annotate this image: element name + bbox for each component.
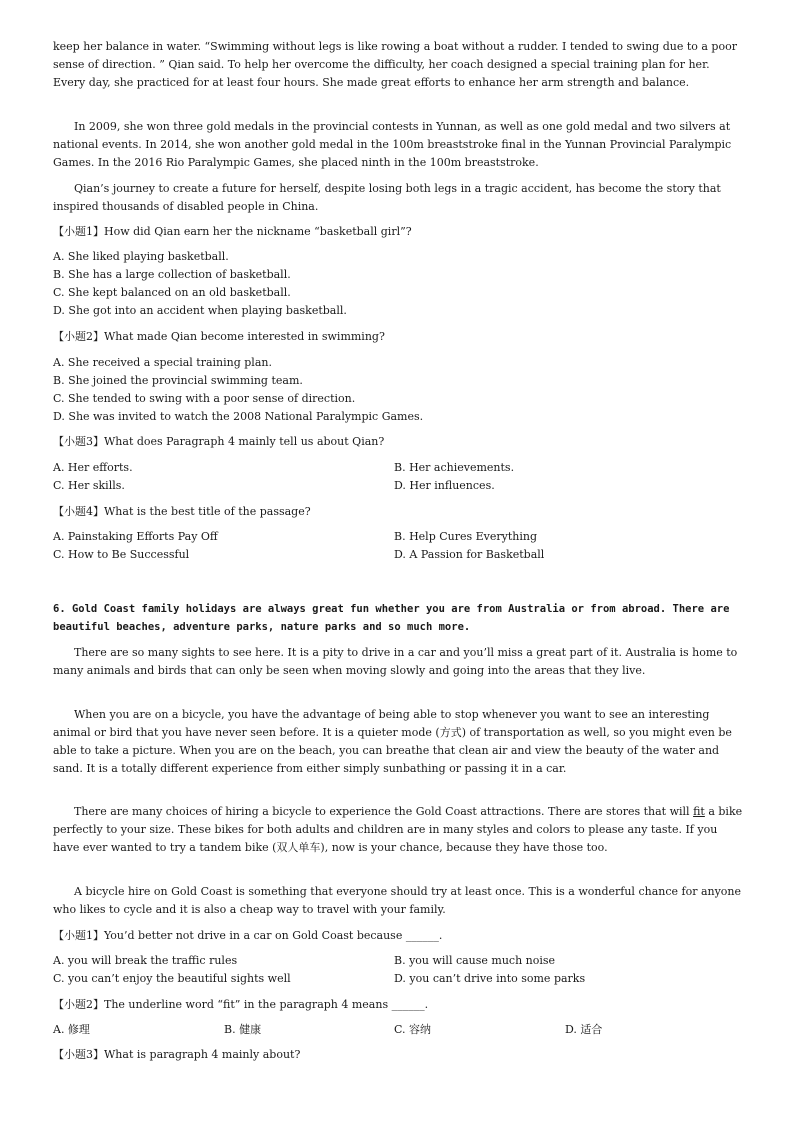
p5-q1-option-a[interactable]: A. She liked playing basketball.	[53, 250, 229, 263]
passage6-paragraph-2: When you are on a bicycle, you have the advantage of being able to stop whenever you want to see an interesting animal or bird that you have never seen before. It is a quieter mode (方式) of transportation as well, so you might even be able to take a picture. When you are on the beach, you can breathe that clean air and view the beauty of the water and sand. It is a totally different experience from either simply sunbathing or passing it in a car.	[53, 708, 736, 775]
p6-p3-text-before: There are many choices of hiring a bicycle to experience the Gold Coast attractions. There are stores that will	[74, 805, 694, 818]
passage5-paragraph-1: keep her balance in water. “Swimming without legs is like rowing a boat without a rudder. I tended to swing due to a poor sense of direction. ” Qian said. To help her overcome the difficulty, her coach designed a special training plan for her. Every day, she practiced for at least four hours. She made great efforts to enhance her arm strength and balance.	[53, 40, 741, 89]
p5-q2-option-d[interactable]: D. She was invited to watch the 2008 National Paralympic Games.	[53, 410, 424, 423]
p5-question-3-stem: 【小题3】What does Paragraph 4 mainly tell us about Qian?	[53, 435, 385, 448]
p6-q2-option-a[interactable]: A. 修理	[53, 1023, 90, 1036]
p5-question-4-stem: 【小题4】What is the best title of the passage?	[53, 505, 311, 518]
passage6-paragraph-1: There are so many sights to see here. It is a pity to drive in a car and you’ll miss a great part of it. Australia is home to many animals and birds that can only be seen when moving slowly and going into the areas that they live.	[53, 646, 741, 677]
p5-q3-option-c[interactable]: C. Her skills.	[53, 479, 125, 492]
p5-q2-option-b[interactable]: B. She joined the provincial swimming team.	[53, 374, 303, 387]
p6-question-1-stem: 【小题1】You’d better not drive in a car on Gold Coast because ______.	[53, 929, 443, 942]
p6-q1-option-d[interactable]: D. you can’t drive into some parks	[394, 972, 586, 985]
p5-q4-option-a[interactable]: A. Painstaking Efforts Pay Off	[53, 530, 218, 543]
passage6-paragraph-3	[53, 803, 745, 857]
p5-q2-option-c[interactable]: C. She tended to swing with a poor sense of direction.	[53, 392, 356, 405]
p6-q2-option-c[interactable]: C. 容纳	[394, 1023, 432, 1036]
p6-q1-option-a[interactable]: A. you will break the traffic rules	[53, 954, 238, 967]
p5-q3-option-a[interactable]: A. Her efforts.	[53, 461, 133, 474]
p6-q2-option-d[interactable]: D. 适合	[565, 1023, 603, 1036]
p6-q2-option-b[interactable]: B. 健康	[224, 1023, 262, 1036]
p5-q4-option-d[interactable]: D. A Passion for Basketball	[394, 548, 545, 561]
p6-p3-text-after: a bike perfectly to your size. These bikes for both adults and children are in many styles and colors to please any taste. If you have ever wanted to try a tandem bike (双人单车), now is your chance, because they have those too.	[53, 805, 746, 854]
p6-q1-option-b[interactable]: B. you will cause much noise	[394, 954, 556, 967]
p6-q1-option-c[interactable]: C. you can’t enjoy the beautiful sights well	[53, 972, 291, 985]
p5-q3-option-b[interactable]: B. Her achievements.	[394, 461, 515, 474]
p5-question-2-stem: 【小题2】What made Qian become interested in swimming?	[53, 330, 385, 343]
p5-q4-option-b[interactable]: B. Help Cures Everything	[394, 530, 538, 543]
p5-q4-option-c[interactable]: C. How to Be Successful	[53, 548, 190, 561]
passage6-paragraph-4: A bicycle hire on Gold Coast is something that everyone should try at least once. This is a wonderful chance for anyone who likes to cycle and it is also a cheap way to travel with your family.	[53, 885, 745, 916]
p5-q1-option-b[interactable]: B. She has a large collection of basketball.	[53, 268, 291, 281]
p5-q3-option-d[interactable]: D. Her influences.	[394, 479, 495, 492]
passage5-paragraph-2: In 2009, she won three gold medals in the provincial contests in Yunnan, as well as one gold medal and two silvers at national events. In 2014, she won another gold medal in the 100m breaststroke final in the Yunnan Provincial Paralympic Games. In the 2016 Rio Paralympic Games, she placed ninth in the 100m breaststroke.	[53, 120, 735, 169]
p5-q1-option-d[interactable]: D. She got into an accident when playing basketball.	[53, 304, 347, 317]
underlined-word-fit: fit	[693, 805, 705, 818]
p6-question-2-stem: 【小题2】The underline word “fit” in the paragraph 4 means ______.	[53, 998, 429, 1011]
p5-q2-option-a[interactable]: A. She received a special training plan.	[53, 356, 272, 369]
p5-q1-option-c[interactable]: C. She kept balanced on an old basketball.	[53, 286, 291, 299]
passage5-paragraph-3: Qian’s journey to create a future for herself, despite losing both legs in a tragic accident, has become the story that inspired thousands of disabled people in China.	[53, 182, 725, 213]
passage6-intro: 6. Gold Coast family holidays are always great fun whether you are from Australia or from abroad. There are beautiful beaches, adventure parks, nature parks and so much more.	[53, 603, 736, 633]
p5-question-1-stem: 【小题1】How did Qian earn her the nickname “basketball girl”?	[53, 225, 412, 238]
p6-question-3-stem: 【小题3】What is paragraph 4 mainly about?	[53, 1048, 301, 1061]
